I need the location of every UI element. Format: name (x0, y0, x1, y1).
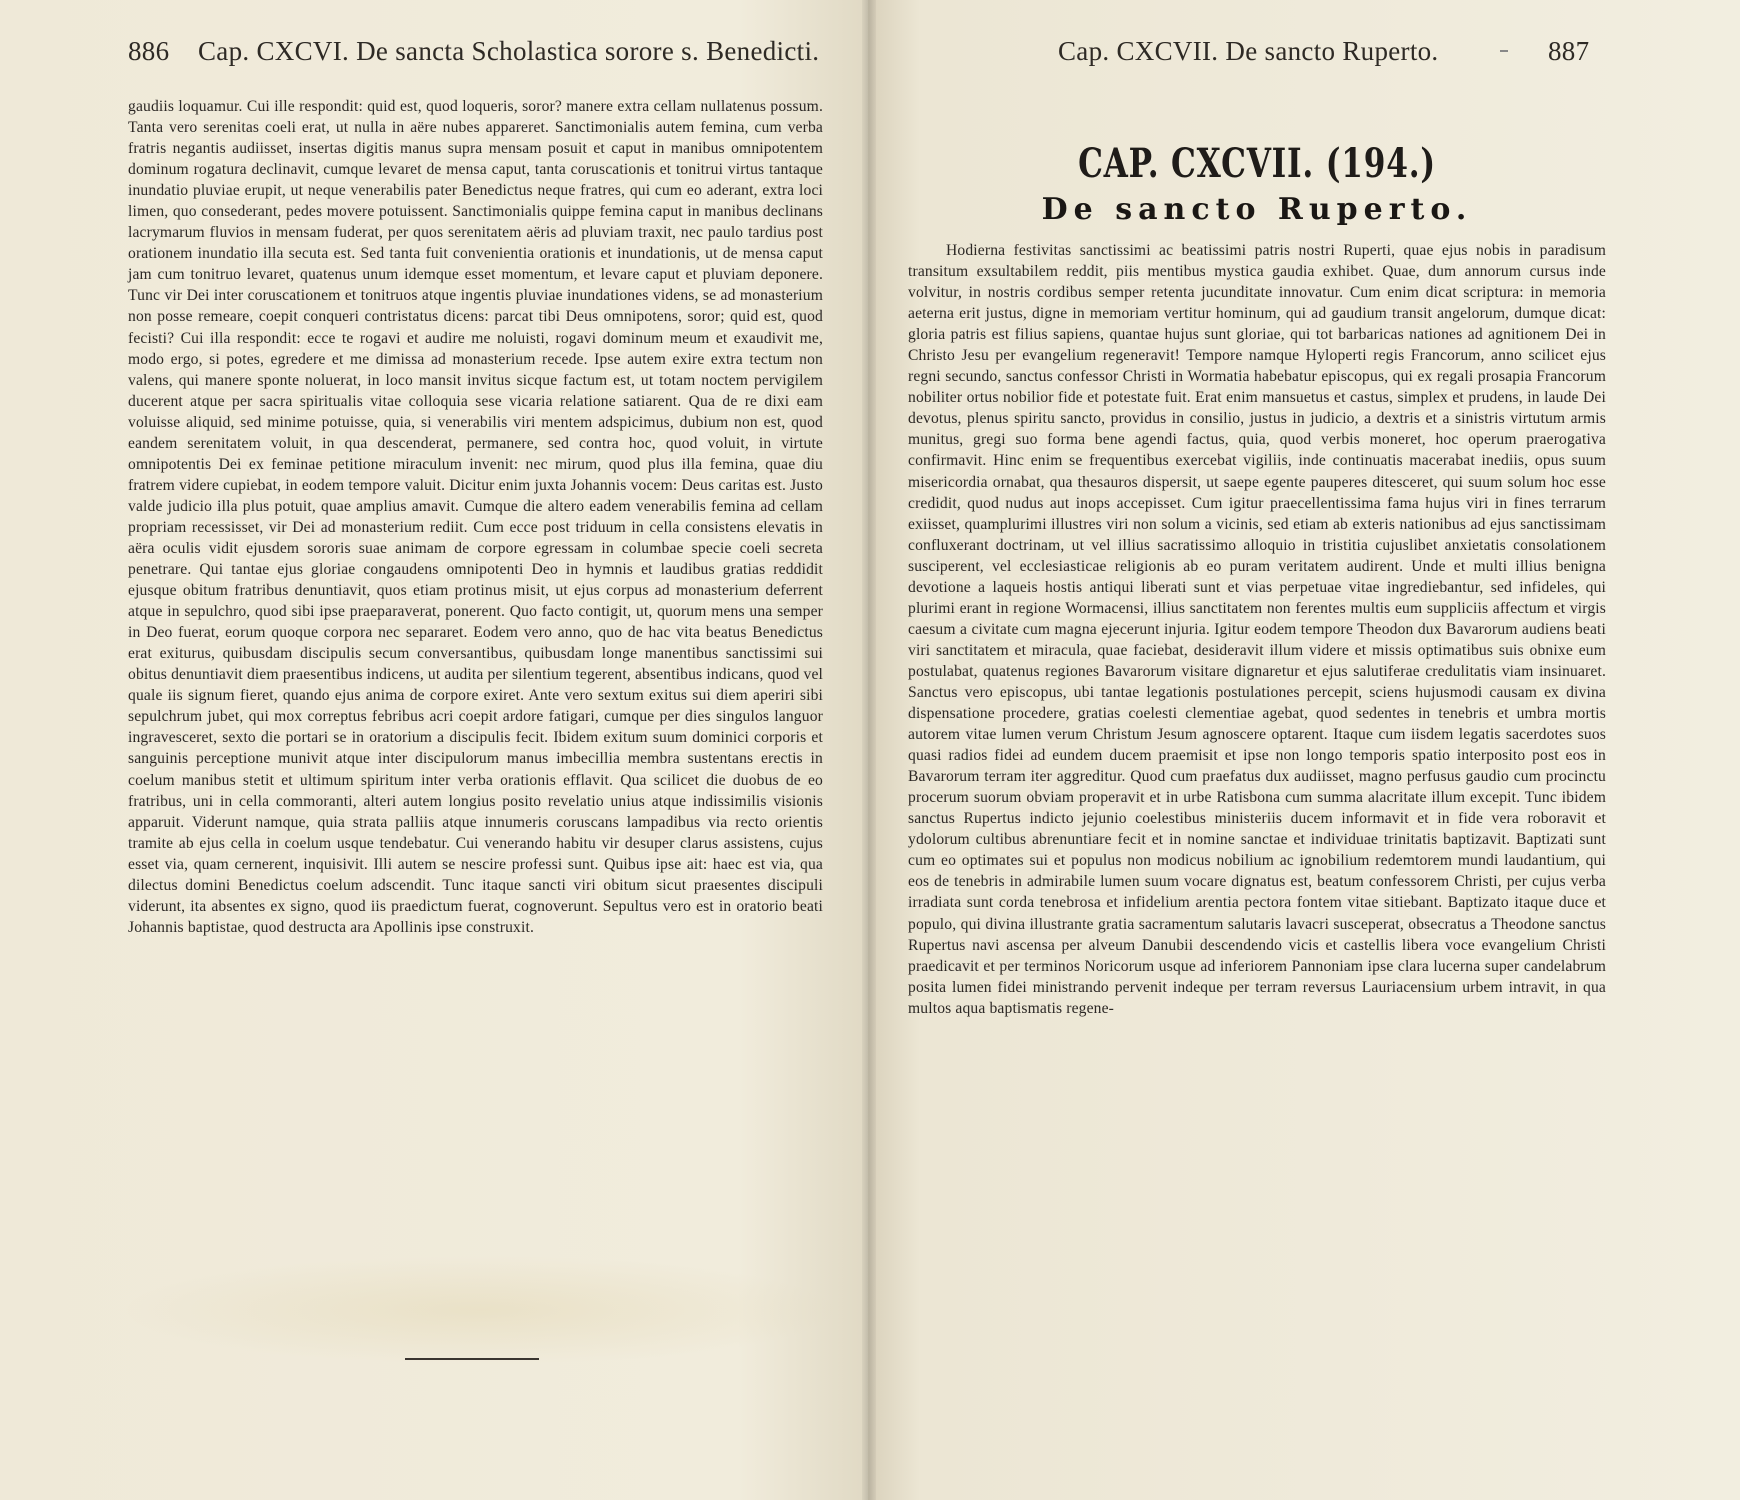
chapter-end-rule (405, 1358, 539, 1360)
page-number: 886 (128, 36, 170, 66)
chapter-title: CAP. CXCVII. (194.) (1078, 140, 1436, 187)
running-head-title: Cap. CXCVII. De sancto Ruperto. (1058, 36, 1439, 66)
body-text: gaudiis loquamur. Cui ille respondit: quid est, quod loqueris, soror? manere extra cellam nullatenus possum. Tanta vero serenitas coeli erat, ut nulla in aëre nubes appareret. Sanctimonialis autem femina, cum verba fratris negantis audiisset, insertas digitis manus supra mensam posuit et caput in manibus omnipotentem dominum rogatura declinavit, cumque levaret de mensa caput, tanta coruscationis et tonitrui virtus tantaque inundatio pluviae erupit, ut neque venerabilis pater Benedictus neque fratres, qui cum eo aderant, extra loci limen, quo consederant, pedes movere potuissent. Sanctimonialis quippe femina caput in manibus declinans lacrymarum fluvios in mensam fuderat, per quos serenitatem aëris ad pluviam traxit, nec paulo tardius post orationem inundatio illa secuta est. Sed tanta fuit convenientia orationis et inundationis, ut de mensa caput jam cum tonitruo levaret, quatenus unum idemque esset momentum, et levare caput et pluviam deponere. Tunc vir Dei inter coruscationem et tonitruos atque ingentis pluviae inundationes videns, se ad monasterium non posse remeare, coepit conqueri contristatus dicens: parcat tibi Deus omnipotens, soror; quid est, quod fecisti? Cui illa respondit: ecce te rogavi et audire me noluisti, rogavi dominum meum et exaudivit me, modo ergo, si potes, egredere et me dimissa ad monasterium recede. Ipse autem exire extra tectum non valens, qui manere sponte noluerat, in loco mansit invitus sicque factum est, ut totam noctem pervigilem ducerent atque per sacra spiritualis vitae colloquia sese vicaria relatione satiarent. Qua de re dixi eam voluisse aliquid, sed minime potuisse, quia, si venerabilis viri mentem adspicimus, dubium non est, quod eandem serenitatem voluit, in qua descenderat, permanere, sed contra hoc, quod voluit, in virtute omnipotentis Dei ex feminae petitione miraculum invenit: nec mirum, quod plus illa femina, quae diu fratrem videre cupiebat, in eodem tempore valuit. Dicitur enim juxta Johannis vocem: Deus caritas est. Justo valde judicio illa plus potuit, quae amplius amavit. Cumque die altero eadem venerabilis femina ad cellam propriam recessisset, vir Dei ad monasterium rediit. Cum ecce post triduum in cella consistens elevatis in aëra oculis vidit ejusdem sororis suae animam de corpore egressam in columbae specie coeli secreta penetrare. Qui tantae ejus gloriae congaudens omnipotenti Deo in hymnis et laudibus gratias reddidit ejusque obitum fratribus denuntiavit, quos etiam protinus misit, ut ejus corpus ad monasterium deferrent atque in sepulchro, quod sibi ipse praeparaverat, ponerent. Quo facto contigit, ut, quorum mens una semper in Deo fuerat, eorum quoque corpora nec separaret. Eodem vero anno, quo de hac vita beatus Benedictus erat exiturus, quibusdam discipulis secum conversantibus, quibusdam longe manentibus sanctissimi sui obitus denuntiavit diem praesentibus indicens, ut audita per silentium tegerent, absentibus indicans, quod vel quale iis signum fieret, quando ejus anima de corpore exiret. Ante vero sextum exitus sui diem aperiri sibi sepulchrum jubet, qui mox correptus febribus acri coepit ardore fatigari, cumque per dies singulos languor ingravesceret, sexto die portari se in oratorium a discipulis fecit. Ibidem exitum suum dominici corporis et sanguinis perceptione munivit atque inter discipulorum manus imbecillia membra sustentans erectis in coelum manibus stetit et ultimum spiritum inter verba orationis efflavit. Qua scilicet die duobus de eo fratribus, uni in cella commoranti, alteri autem longius posito revelatio unius atque indissimilis visionis apparuit. Viderunt namque, quia strata palliis atque innumeris coruscans lampadibus via recto orientis tramite ab ejus cella in coelum usque tendebatur. Cui venerando habitu vir desuper clarus assistens, cujus esset via, quam cernerent, inquisivit. Illi autem se nescire professi sunt. Quibus ipse ait: haec est via, qua dilectus domini Benedictus coelum adscendit. Tunc itaque sancti viri obitum sicut praesentes discipuli viderunt, ita absentes ex signo, quod iis praedictum fuerat, cognoverunt. Sepultus vero est in oratorio beati Johannis baptistae, quod destructa ara Apollinis ipse construxit. (128, 98, 823, 936)
chapter-subtitle: De sancto Ruperto. (1041, 192, 1473, 227)
running-head-title: Cap. CXCVI. De sancta Scholastica sorore s. Benedicti. (198, 36, 820, 66)
left-page (0, 0, 868, 1500)
body-text: Hodierna festivitas sanctissimi ac beatissimi patris nostri Ruperti, quae ejus nobis in paradisum transitum exsultabilem reddit, piis mentibus mystica gaudia exhibet. Quae, dum annorum cursus inde volvitur, in nostris cordibus semper retenta jucunditate innovatur. Cum enim dicat scriptura: in memoria aeterna erit justus, digne in memoriam vertitur hominum, qui ad gaudium transit angelorum, dumque dicat: gloria patris est filius sapiens, quantae hujus sunt gloriae, qui tot barbaricas nationes ad agnitionem Dei in Christo Jesu per evangelium regeneravit! Tempore namque Hyloperti regis Francorum, anno scilicet ejus regni secundo, sanctus confessor Christi in Wormatia habebatur episcopus, qui ex regali prosapia Francorum nobiliter ortus nobilior fide et potestate fuit. Erat enim mansuetus et castus, simplex et prudens, in laude Dei devotus, plenus spiritu sancto, providus in consilio, justus in judicio, a dextris et a sinistris virtutum armis munitus, gregi suo forma bene agendi factus, quia, quod verbis moneret, hoc operum praerogativa confirmavit. Hinc enim se frequentibus exercebat vigiliis, inde continuatis macerabat inediis, opus suum misericordia ornabat, qua thesauros dispersit, ut saepe egente pauperes ditesceret, qui suum solum hoc esse credidit, quod nudus aut inops accepisset. Cum igitur praecellentissima fama hujus viri in fines terrarum exiisset, quamplurimi illustres viri non solum a vicinis, sed etiam ab exteris nationibus ad ejus sanctissimam confluxerant doctrinam, ut vel illius sacratissimo alloquio in tristitia cujuslibet anxietatis consolationem susciperent, vel ecclesiasticae religionis ab eo puram veritatem audirent. Unde et multi illius benigna devotione a laqueis hostis antiqui liberati sunt et vias perpetuae vitae ingrediebantur, sed infideles, qui plurimi erant in regione Wormacensi, illius sanctitatem non ferentes multis eum suppliciis affectum et virgis caesum a civitate cum magna ejecerunt injuria. Igitur eodem tempore Theodon dux Bavarorum audiens beati viri sanctitatem et miracula, quae faciebat, desideravit illum videre et missis optimatibus suis obnixe eum postulabat, quatenus regiones Bavarorum visitare dignaretur et ejus salutiferae credulitatis viam insinuaret. Sanctus vero episcopus, ubi tantae legationis postulationes percepit, sciens hujusmodi causam ex divina dispensatione procedere, gratias coelesti clementiae agebat, quod sedentes in tenebris et umbra mortis autorem vitae lumen verum Christum Jesum agnoscere optarent. Itaque cum iisdem legatis sacerdotes suos quasi radios fidei ad eundem ducem praemisit et ipse non longo temporis spatio interposito post eos in Bavarorum terram iter aggreditur. Quod cum praefatus dux audiisset, magno perfusus gaudio cum procinctu procerum suorum obviam properavit et in urbe Ratisbona cum summa alacritate illum excepit. Tunc ibidem sanctus Rupertus indicto jejunio coelestibus ministeriis ducem informavit et in fide vera roboravit et ydolorum cultibus abrenuntiare fecit et in nomine sanctae et individuae trinitatis baptizavit. Baptizati sunt cum eo optimates sui et populus non modicus nobilium ac ignobilium redemtorem mundi laudantium, qui eos de tenebris in admirabile lumen suum vocare dignatus est, beatum confessorem Christi, per cujus verba irradiata sunt corda tenebrosa et infidelium arentia pectora fontem vitae sitiebant. Baptizato itaque duce et populo, qui divina illustrante gratia sacramentum salutaris lavacri susceperat, obsecratus a Theodone sanctus Rupertus navi ascensa per alveum Danubii descendendo vicis et castellis libera voce evangelium Christi praedicavit et per terminos Noricorum usque ad inferiorem Pannoniam ipse clara lucerna super candelabrum posita lumen fidei ministrando pervenit indeque per terram reversus Lauriacensium urbem intravit, in qua multos aqua baptismatis regene- (908, 242, 1606, 1017)
paper-stain (120, 1255, 840, 1365)
book-gutter (862, 0, 876, 1500)
page-number: 887 (1548, 36, 1590, 66)
running-head-dash (1500, 50, 1508, 52)
